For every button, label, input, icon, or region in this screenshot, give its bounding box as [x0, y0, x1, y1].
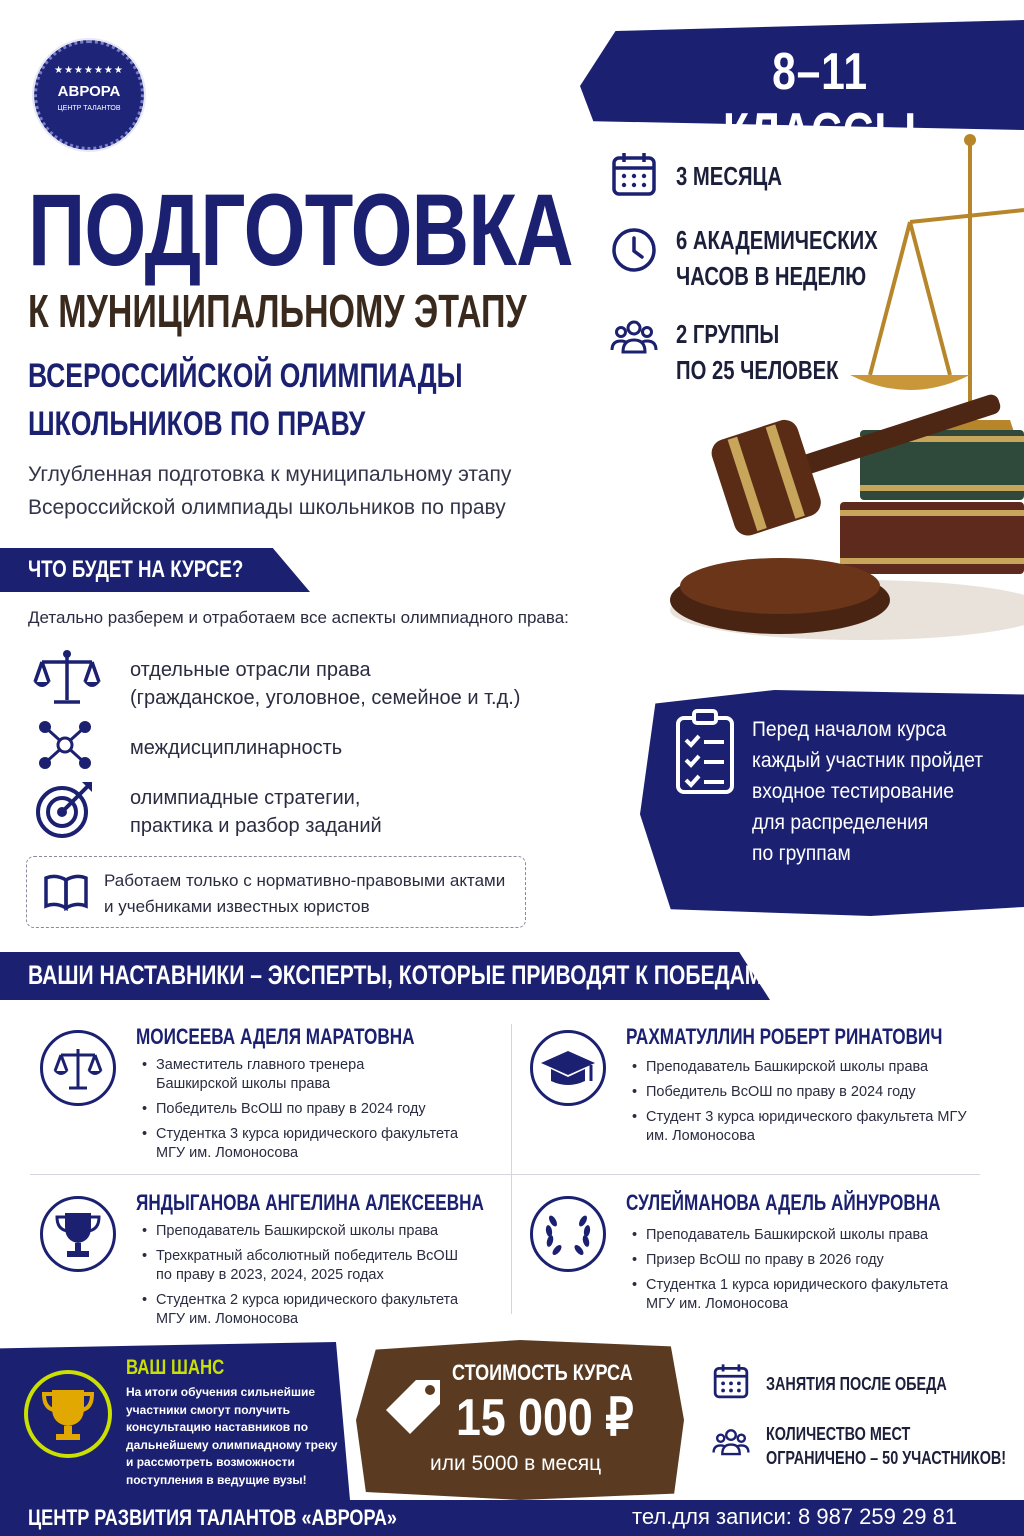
trophy-icon — [22, 1368, 114, 1465]
footer-phone[interactable]: тел.для записи: 8 987 259 29 81 — [632, 1504, 958, 1529]
testing-line-3: входное тестирование — [752, 780, 954, 803]
feature-1-line-2: (гражданское, уголовное, семейное и т.д.) — [130, 687, 521, 709]
fact-hours-line-1: 6 АКАДЕМИЧЕСКИХ — [676, 225, 878, 255]
feature-3 — [130, 784, 382, 840]
testing-line-2: каждый участник пройдет — [752, 749, 984, 772]
description — [28, 458, 588, 524]
feature-1 — [130, 656, 520, 712]
checklist-icon — [674, 708, 736, 801]
mentor-1-point: • Победитель ВсОШ по праву в 2024 году — [140, 1100, 480, 1119]
logo-stars: ★★★★★★★ — [54, 65, 124, 76]
mentors-title: ВАШИ НАСТАВНИКИ – ЭКСПЕРТЫ, КОТОРЫЕ ПРИВОДЯТ К ПОБЕДАМ: — [28, 960, 770, 990]
fact-groups-line-1: 2 ГРУППЫ — [676, 319, 780, 349]
logo-name: АВРОРА — [57, 83, 121, 100]
testing-line-1: Перед началом курса — [752, 718, 947, 741]
justice-illustration — [660, 130, 1024, 650]
scales-icon — [32, 648, 102, 713]
book-icon — [42, 872, 90, 917]
mentor-2-point: • Преподаватель Башкирской школы права — [630, 1058, 970, 1077]
fact-duration: 3 МЕСЯЦА — [676, 161, 783, 191]
testing-line-5: по группам — [752, 842, 851, 865]
info-seats — [766, 1422, 1006, 1470]
title-line-3-text: ВСЕРОССИЙСКОЙ ОЛИМПИАДЫ — [28, 357, 463, 395]
course-intro: Детально разберем и отработаем все аспекты олимпиадного права: — [28, 608, 569, 627]
mentors-divider-vertical — [511, 1024, 512, 1314]
mentor-4-points — [630, 1226, 970, 1320]
testing-line-4: для распределения — [752, 811, 929, 834]
chance-text: На итоги обучения сильнейшие участники смогут получить консультацию наставников по дальнейшему олимпиадному треку и рассмотреть возможности поступления в ведущие вузы! — [126, 1385, 338, 1487]
grade-label: 8–11 КЛАССЫ — [723, 43, 917, 161]
info-schedule: ЗАНЯТИЯ ПОСЛЕ ОБЕДА — [766, 1374, 947, 1394]
mentor-3-name: ЯНДЫГАНОВА АНГЕЛИНА АЛЕКСЕЕВНА — [136, 1190, 484, 1215]
mentor-4-point: • Студентка 1 курса юридического факультета МГУ им. Ломоносова — [630, 1276, 970, 1314]
mentor-4-point: • Призер ВсОШ по праву в 2026 году — [630, 1251, 970, 1270]
feature-2: междисциплинарность — [130, 737, 343, 759]
title-line-3 — [28, 352, 463, 448]
chance-title: ВАШ ШАНС — [126, 1356, 225, 1379]
price-monthly: или 5000 в месяц — [430, 1452, 602, 1475]
page-title: ПОДГОТОВКА — [28, 173, 573, 287]
mentor-2-point: • Студент 3 курса юридического факультета МГУ им. Ломоносова — [630, 1108, 970, 1146]
info-seats-line-2: ОГРАНИЧЕНО – 50 УЧАСТНИКОВ! — [766, 1448, 1007, 1468]
mentor-3-points — [140, 1222, 480, 1335]
description-line-2: Всероссийской олимпиады школьников по праву — [28, 496, 506, 519]
mentor-4-avatar — [530, 1196, 606, 1272]
mentor-3-point: • Трехкратный абсолютный победитель ВсОШ по праву в 2023, 2024, 2025 годах — [140, 1247, 470, 1285]
mentor-2-points — [630, 1058, 970, 1152]
note-line-1: Работаем только с нормативно-правовыми актами — [104, 871, 506, 890]
title-line-4-text: ШКОЛЬНИКОВ ПО ПРАВУ — [28, 405, 366, 443]
laurel-icon — [533, 1199, 603, 1269]
mentor-3-avatar — [40, 1196, 116, 1272]
mentors-divider-horizontal — [30, 1174, 980, 1175]
mentor-2-point: • Победитель ВсОШ по праву в 2024 году — [630, 1083, 970, 1102]
title-line-2: К МУНИЦИПАЛЬНОМУ ЭТАПУ — [28, 285, 527, 337]
note-text — [104, 868, 514, 920]
calendar-icon — [712, 1362, 750, 1405]
mentor-1-point: • Студентка 3 курса юридического факультета МГУ им. Ломоносова — [140, 1125, 470, 1163]
info-seats-line-1: КОЛИЧЕСТВО МЕСТ — [766, 1424, 911, 1444]
people-icon — [610, 314, 658, 367]
price-tag-icon — [382, 1376, 446, 1445]
mentor-3-point: • Студентка 2 курса юридического факультета МГУ им. Ломоносова — [140, 1291, 470, 1329]
target-icon — [34, 780, 98, 845]
trophy-icon — [43, 1199, 113, 1269]
scales-icon — [43, 1033, 113, 1103]
clock-icon — [610, 226, 658, 279]
note-line-2: и учебниками известных юристов — [104, 897, 370, 916]
feature-1-line-1: отдельные отрасли права — [130, 659, 371, 681]
feature-3-line-2: практика и разбор заданий — [130, 815, 382, 837]
fact-hours-line-2: ЧАСОВ В НЕДЕЛЮ — [676, 261, 867, 291]
price-value: 15 000 ₽ — [456, 1389, 634, 1447]
description-line-1: Углубленная подготовка к муниципальному этапу — [28, 463, 512, 486]
calendar-icon — [610, 150, 658, 203]
mentor-2-name: РАХМАТУЛЛИН РОБЕРТ РИНАТОВИЧ — [626, 1024, 943, 1049]
mentor-1-points — [140, 1056, 480, 1169]
mentor-1-point: • Заместитель главного тренера Башкирской школы права — [140, 1056, 370, 1094]
logo — [34, 40, 144, 150]
mentor-3-point: • Преподаватель Башкирской школы права — [140, 1222, 480, 1241]
mentor-4-point: • Преподаватель Башкирской школы права — [630, 1226, 970, 1245]
mentor-1-avatar — [40, 1030, 116, 1106]
feature-3-line-1: олимпиадные стратегии, — [130, 787, 361, 809]
mentor-2-avatar — [530, 1030, 606, 1106]
mentor-4-name: СУЛЕЙМАНОВА АДЕЛЬ АЙНУРОВНА — [626, 1190, 941, 1215]
network-icon — [36, 718, 94, 777]
testing-text — [752, 714, 991, 869]
people-icon — [710, 1424, 752, 1467]
logo-subtitle: ЦЕНТР ТАЛАНТОВ — [57, 105, 121, 112]
footer-center-name: ЦЕНТР РАЗВИТИЯ ТАЛАНТОВ «АВРОРА» — [28, 1505, 397, 1530]
graduation-cap-icon — [533, 1033, 603, 1103]
course-section-title: ЧТО БУДЕТ НА КУРСЕ? — [28, 556, 244, 583]
mentor-1-name: МОИСЕЕВА АДЕЛЯ МАРАТОВНА — [136, 1024, 415, 1049]
fact-groups-line-2: ПО 25 ЧЕЛОВЕК — [676, 355, 839, 385]
price-label: СТОИМОСТЬ КУРСА — [452, 1360, 633, 1385]
